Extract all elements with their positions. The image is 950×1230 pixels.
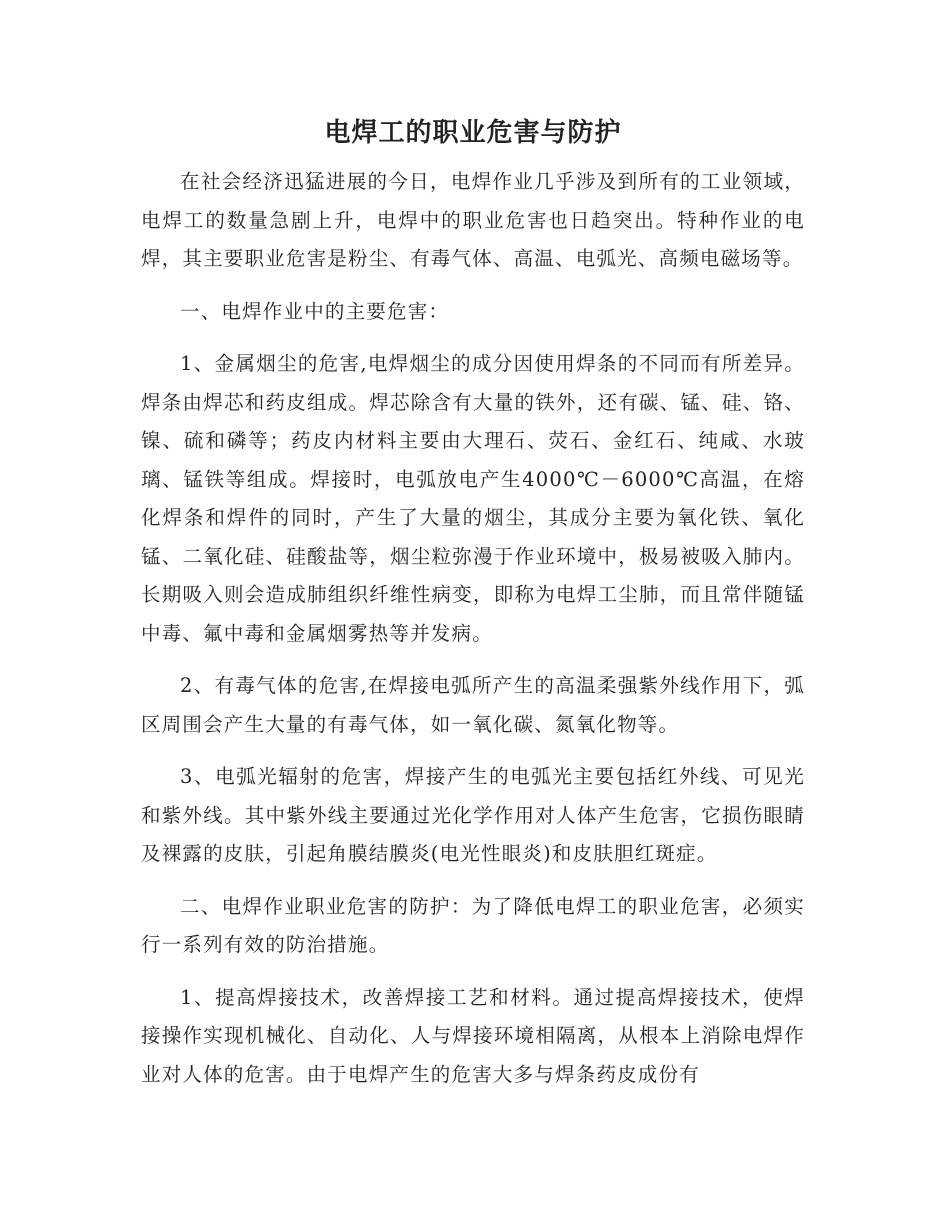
document-page bbox=[141, 104, 805, 1108]
paragraph-toxic-gas: 2、有毒气体的危害,在焊接电弧所产生的高温柔强紫外线作用下，弧区周围会产生大量的有毒气体，如一氧化碳、氮氧化物等。 bbox=[141, 674, 805, 736]
paragraph-technique: 1、提高焊接技术，改善焊接工艺和材料。通过提高焊接技术，使焊接操作实现机械化、自动化、人与焊接环境相隔离，从根本上消除电焊作业对人体的危害。由于电焊产生的危害大多与焊条药皮成份有 bbox=[141, 985, 805, 1086]
section-heading-hazards: 一、电焊作业中的主要危害： bbox=[180, 299, 450, 323]
paragraph-metal-fume: 1、金属烟尘的危害,电焊烟尘的成分因使用焊条的不同而有所差异。焊条由焊芯和药皮组成。焊芯除含有大量的铁外，还有碳、锰、硅、铬、镍、硫和磷等；药皮内材料主要由大理石、荧石、金红石、纯咸、水玻璃、锰铁等组成。焊接时，电弧放电产生4000℃－6000℃高温，在熔化焊条和焊件的同时，产生了大量的烟尘，其成分主要为氧化铁、氧化锰、二氧化硅、硅酸盐等，烟尘粒弥漫于作业环境中，极易被吸入肺内。长期吸入则会造成肺组织纤维性病变，即称为电焊工尘肺，而且常伴随锰中毒、氟中毒和金属烟雾热等并发病。 bbox=[141, 352, 805, 645]
document-title: 电焊工的职业危害与防护 bbox=[324, 118, 622, 148]
intro-paragraph: 在社会经济迅猛进展的今日，电焊作业几乎涉及到所有的工业领域，电焊工的数量急剧上升，电焊中的职业危害也日趋突出。特种作业的电焊，其主要职业危害是粉尘、有毒气体、高温、电弧光、高频电磁场等。 bbox=[141, 170, 805, 270]
section-heading-protection: 二、电焊作业职业危害的防护：为了降低电焊工的职业危害，必须实行一系列有效的防治措施。 bbox=[141, 894, 805, 956]
paragraph-arc-radiation: 3、电弧光辐射的危害，焊接产生的电弧光主要包括红外线、可见光和紫外线。其中紫外线主要通过光化学作用对人体产生危害，它损伤眼睛及裸露的皮肤，引起角膜结膜炎(电光性眼炎)和皮肤胆红斑症。 bbox=[141, 765, 805, 865]
